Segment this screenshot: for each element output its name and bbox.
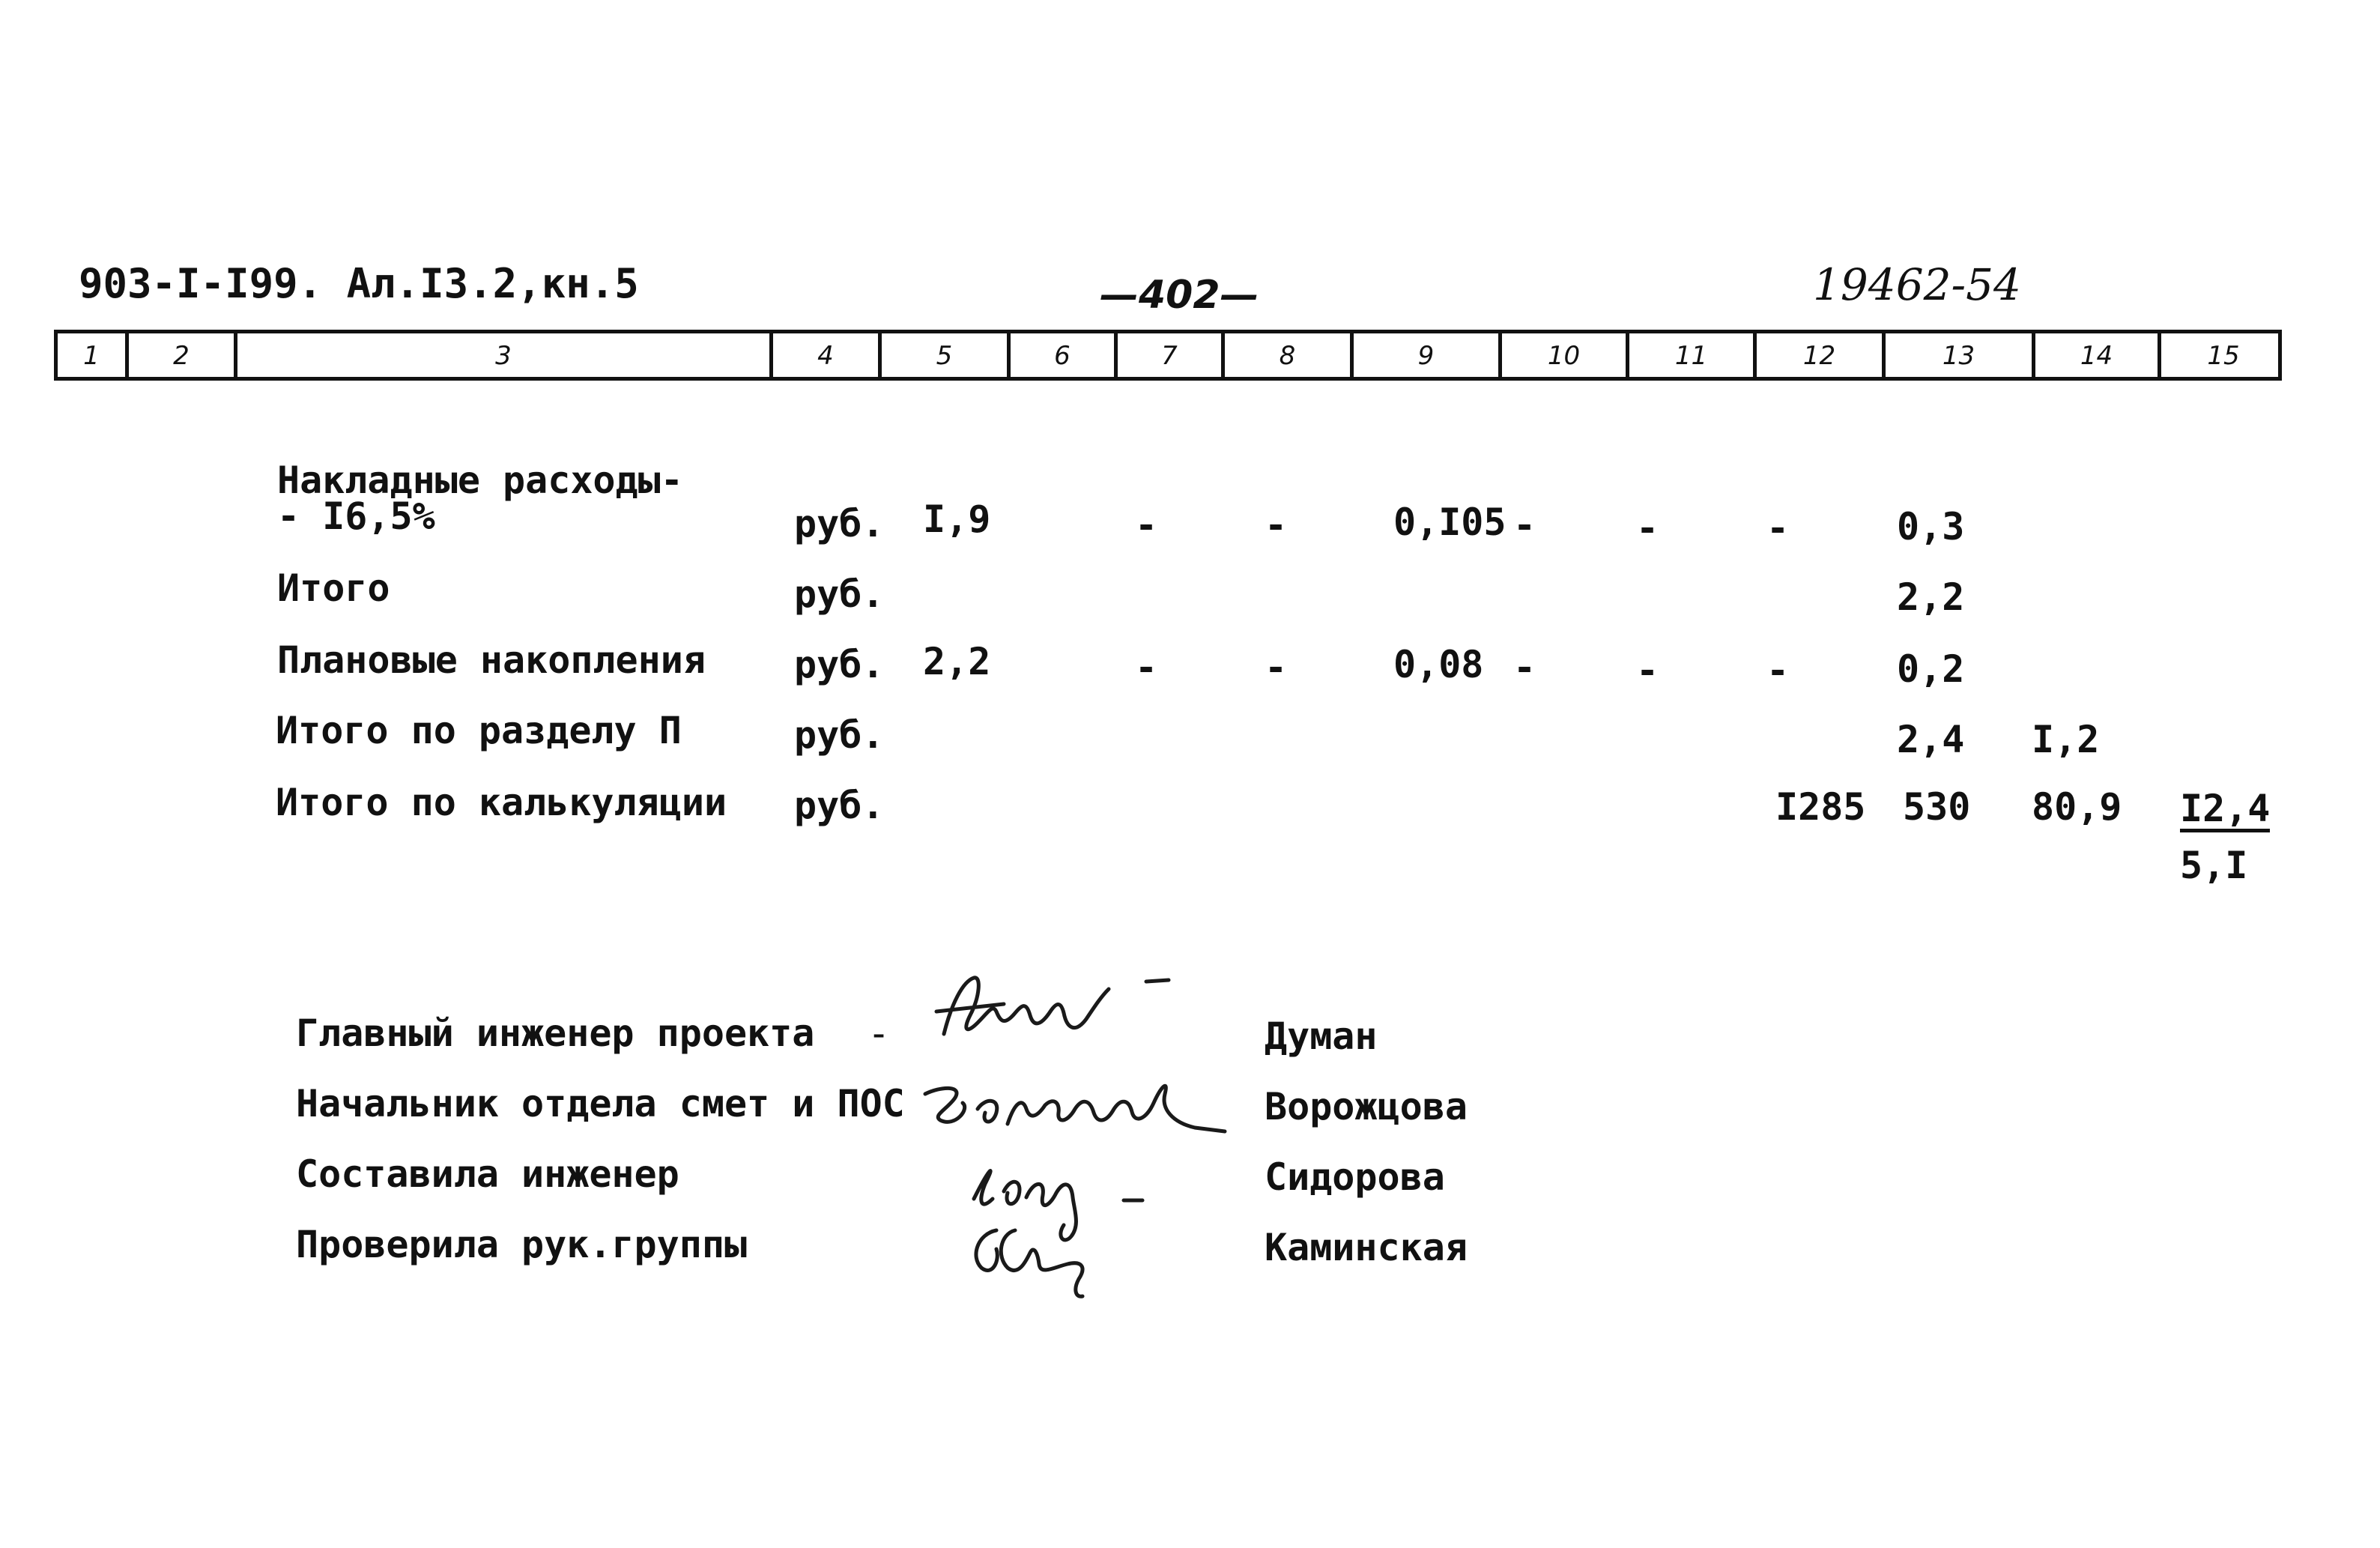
signature-name: Каминская — [1265, 1226, 1468, 1269]
cell-col10: - — [1513, 504, 1536, 547]
row-label: Итого по разделу П — [276, 709, 682, 752]
cell-col13: 2,4 — [1897, 718, 1965, 761]
column-header-strip — [54, 330, 2282, 381]
column-header-3: 3 — [234, 333, 769, 377]
column-header-10: 10 — [1498, 333, 1626, 377]
cell-col5: 2,2 — [923, 640, 991, 683]
cell-col13: 2,2 — [1897, 575, 1965, 619]
row-label-continued: - I6,5% — [277, 495, 435, 538]
cell-col8: - — [1265, 646, 1288, 689]
column-header-15: 15 — [2158, 333, 2286, 377]
column-header-5: 5 — [878, 333, 1007, 377]
column-header-1: 1 — [83, 341, 100, 371]
signature-dash: - — [867, 1012, 891, 1055]
page-number: —402— — [1100, 273, 1259, 318]
cell-col8: - — [1265, 504, 1288, 547]
row-label: Накладные расходы- — [277, 459, 683, 502]
column-header-14: 14 — [2032, 333, 2158, 377]
cell-col12: - — [1766, 649, 1790, 692]
column-header-2: 2 — [125, 333, 234, 377]
cell-col5: I,9 — [923, 498, 991, 541]
unit-cell: руб. — [794, 643, 885, 686]
column-header-6: 6 — [1007, 333, 1114, 377]
cell-col7: - — [1135, 646, 1158, 689]
cell-col14: I,2 — [2032, 718, 2100, 761]
cell-col10: - — [1513, 646, 1536, 689]
cell-col13: 0,3 — [1897, 505, 1965, 548]
cell-col12: - — [1766, 507, 1790, 550]
cell-col15-numerator: I2,4 — [2180, 790, 2270, 832]
signature-role: Проверила рук.группы — [296, 1223, 748, 1266]
unit-cell: руб. — [794, 502, 885, 545]
unit-cell: руб. — [794, 784, 885, 827]
cell-col14: 80,9 — [2032, 785, 2122, 829]
unit-cell: руб. — [794, 713, 885, 757]
cell-col7: - — [1135, 504, 1158, 547]
row-label: Итого по калькуляции — [276, 781, 727, 824]
cell-col11: - — [1636, 649, 1659, 692]
cell-col15-denominator: 5,I — [2180, 844, 2248, 887]
cell-col9: 0,08 — [1393, 643, 1484, 686]
signature-name: Сидорова — [1265, 1155, 1445, 1199]
unit-cell: руб. — [794, 572, 885, 616]
column-header-4: 4 — [769, 333, 878, 377]
signature-role: Главный инженер проекта — [296, 1012, 815, 1055]
column-header-11: 11 — [1626, 333, 1753, 377]
column-header-8: 8 — [1221, 333, 1350, 377]
column-header-13: 13 — [1882, 333, 2032, 377]
signature-name: Ворожцова — [1265, 1085, 1468, 1128]
row-label: Плановые накопления — [277, 638, 706, 682]
cell-col13: 0,2 — [1897, 647, 1965, 691]
inventory-number: 19462-54 — [1813, 259, 2021, 310]
signature-name: Думан — [1265, 1015, 1378, 1058]
cell-col12: I285 — [1775, 785, 1866, 829]
cell-col13: 530 — [1903, 785, 1971, 829]
column-header-7: 7 — [1114, 333, 1221, 377]
cell-col9: 0,I05 — [1393, 501, 1507, 544]
column-header-9: 9 — [1350, 333, 1498, 377]
signature-role: Начальник отдела смет и ПОС — [296, 1082, 905, 1125]
cell-col11: - — [1636, 507, 1659, 550]
document-code: 903-I-I99. Ал.I3.2,кн.5 — [79, 260, 639, 307]
handwritten-signature — [910, 1056, 1240, 1146]
column-header-12: 12 — [1753, 333, 1882, 377]
handwritten-signature — [955, 1208, 1150, 1305]
row-label: Итого — [277, 566, 390, 610]
signature-role: Составила инженер — [296, 1152, 679, 1196]
handwritten-signature — [921, 959, 1206, 1064]
